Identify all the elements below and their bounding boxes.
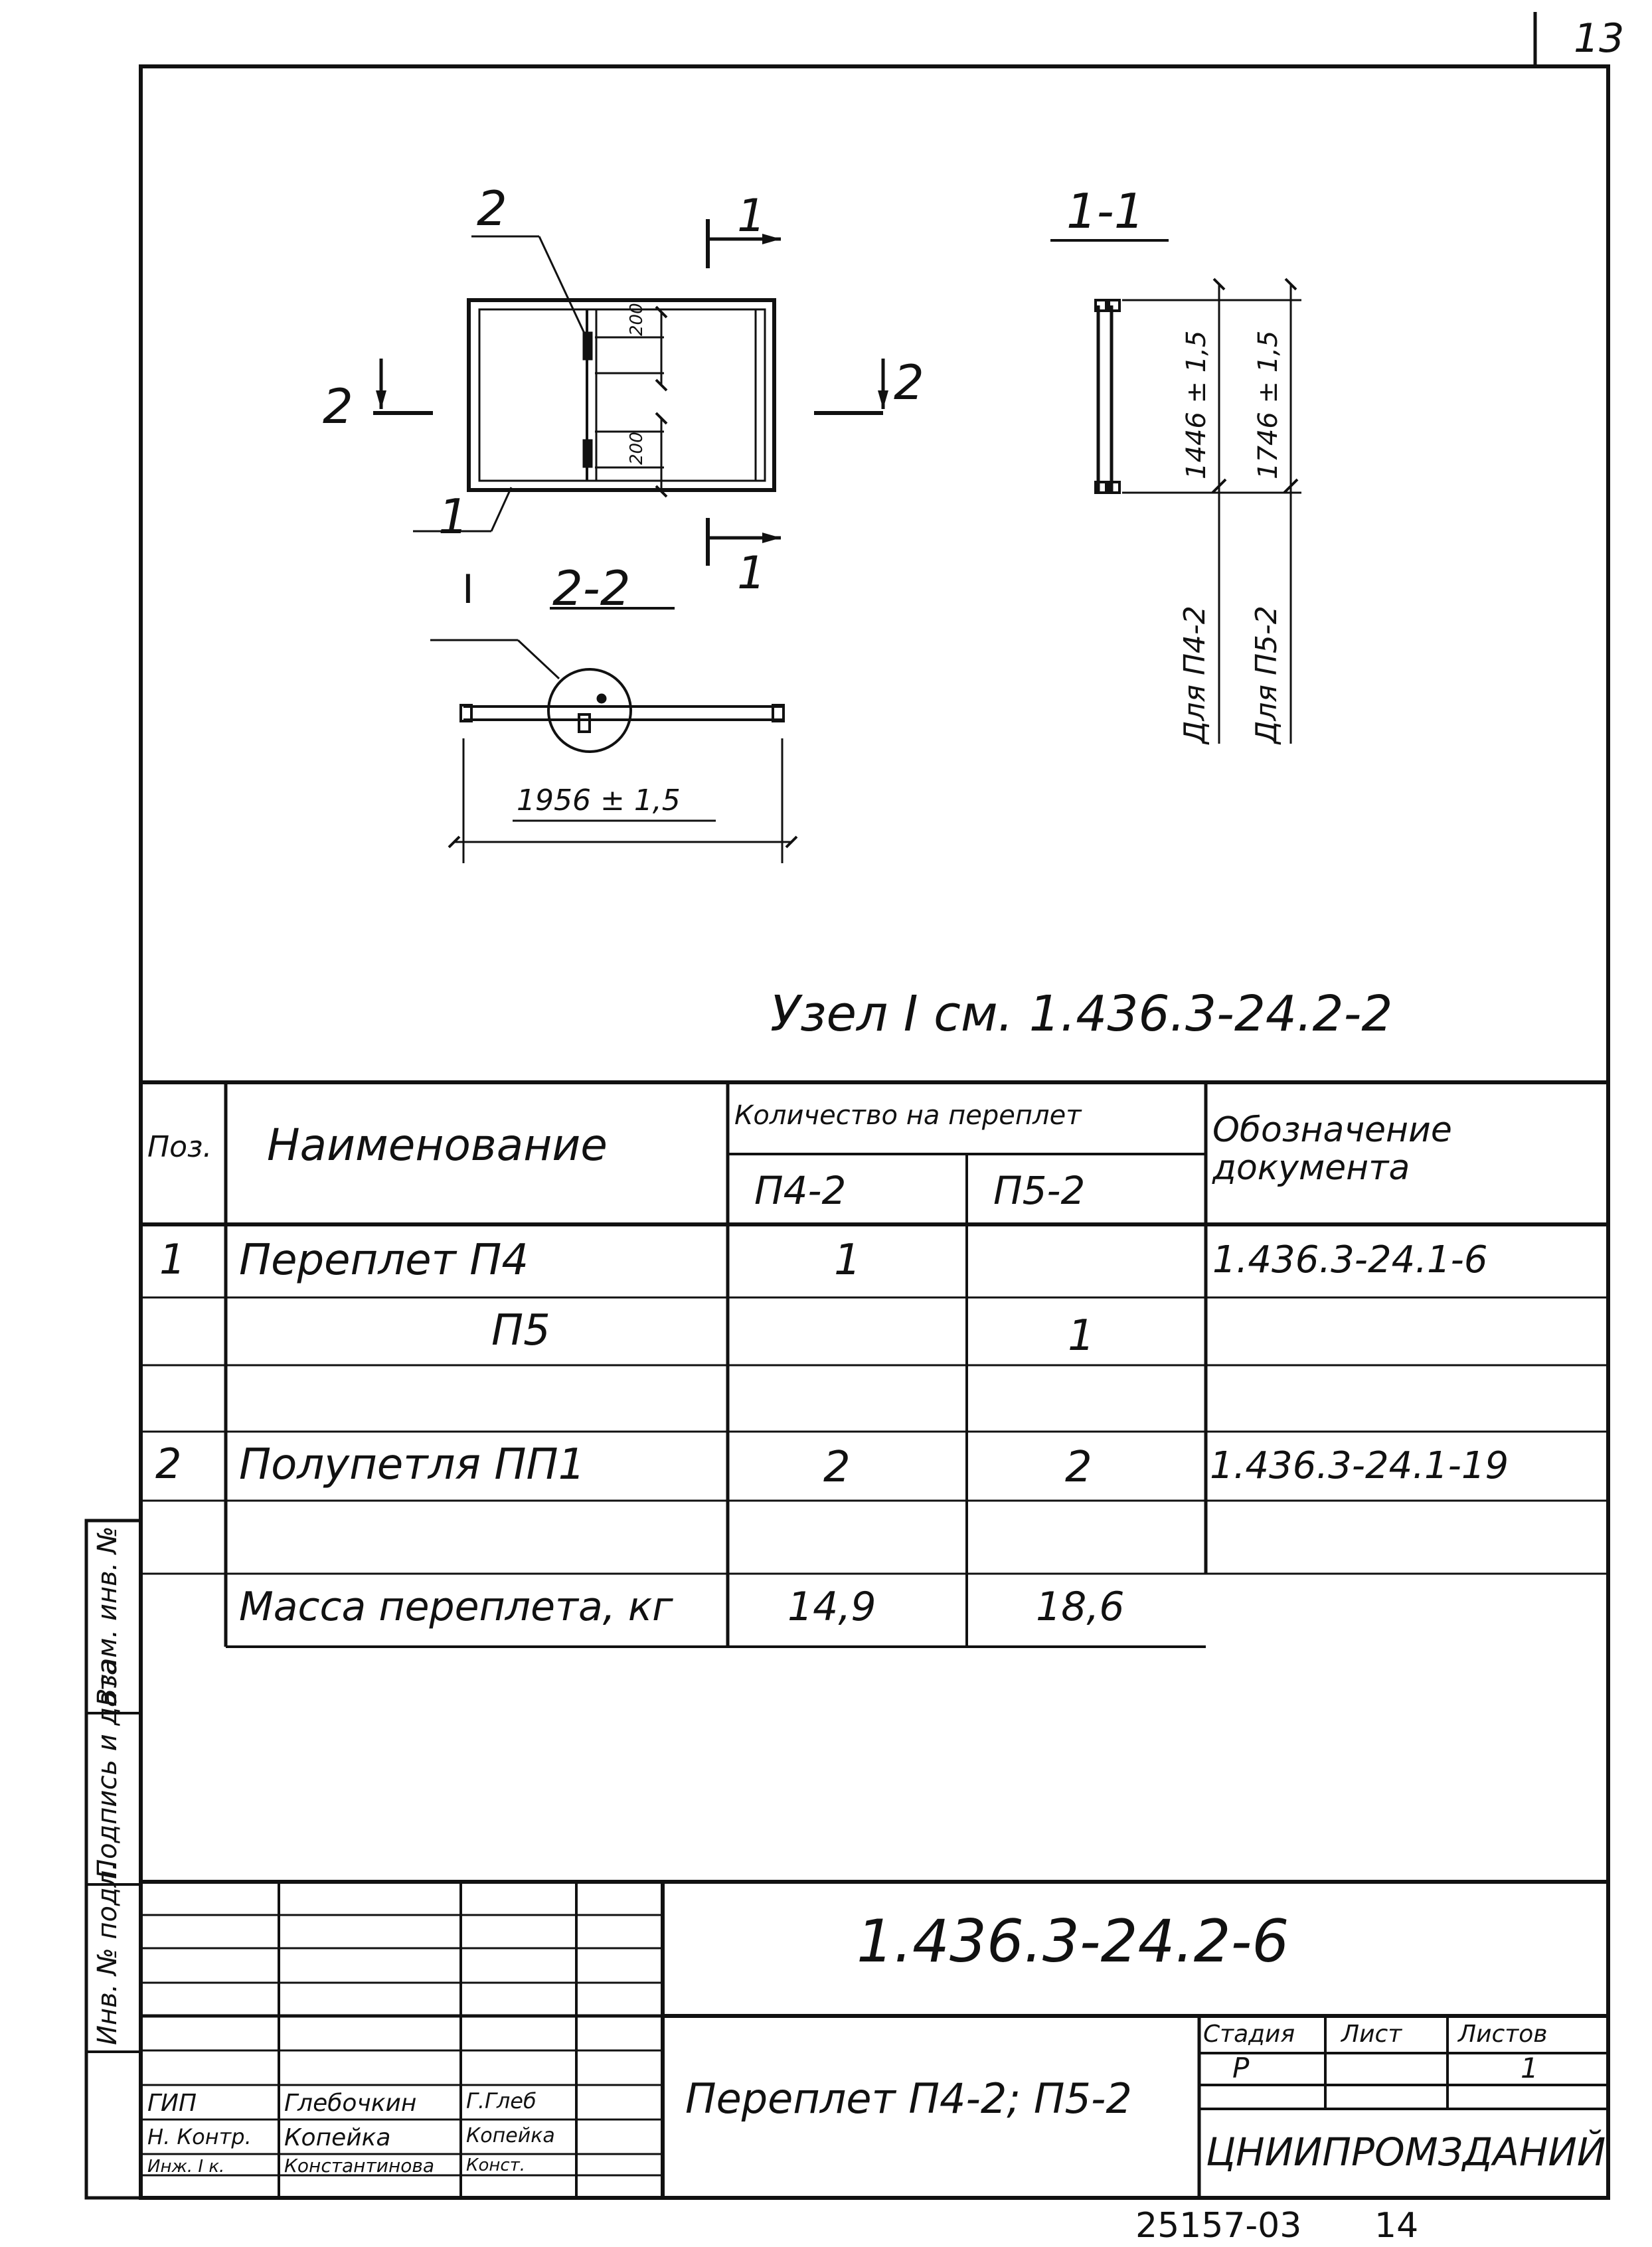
cut-2-left-label: 2: [323, 378, 353, 434]
doc-code: 1.436.3-24.2-6: [857, 1907, 1289, 1975]
hdr-qty-p4: П4-2: [754, 1168, 847, 1213]
pos-2-callout: 2: [477, 181, 507, 236]
role-gip: ГИП: [147, 2090, 197, 2117]
label-for-p5: Для П5-2: [1250, 606, 1283, 744]
sheet-number: 13: [1574, 15, 1625, 62]
cut-2-right-label: 2: [894, 355, 924, 410]
stage-label: Стадия: [1203, 2021, 1295, 2048]
dim-height-p4: 1446 ± 1,5: [1181, 330, 1212, 479]
sign-nkontr: Копейка: [466, 2124, 555, 2147]
node-mark: I: [462, 566, 474, 613]
cut-1-top-label: 1: [737, 190, 766, 242]
bottom-page: 14: [1374, 2206, 1419, 2246]
row4-doc: 1.436.3-24.1-19: [1210, 1444, 1509, 1487]
row1-name: Переплет П4: [239, 1236, 529, 1285]
dim-width: 1956 ± 1,5: [517, 784, 681, 817]
drawing-title: Переплет П4-2; П5-2: [685, 2074, 1132, 2123]
sheets-label: Листов: [1458, 2021, 1548, 2048]
bottom-code: 25157-03: [1135, 2206, 1302, 2246]
dim-height-p5: 1746 ± 1,5: [1253, 330, 1283, 479]
dim-200-upper: 200: [627, 303, 647, 336]
hdr-qty-p5: П5-2: [993, 1168, 1086, 1213]
name-inzh: Константинова: [284, 2155, 435, 2177]
name-nkontr: Копейка: [284, 2124, 391, 2151]
dim-200-lower: 200: [627, 432, 647, 465]
sheet-label: Лист: [1341, 2021, 1402, 2048]
row1-p4: 1: [834, 1236, 861, 1285]
node-note: Узел I см. 1.436.3-24.2-2: [770, 985, 1393, 1042]
organization: ЦНИИПРОМЗДАНИЙ: [1206, 2129, 1606, 2175]
section-2-2-title: 2-2: [552, 560, 631, 616]
stamp-vzam: Взам. инв. №: [92, 1526, 123, 1706]
row1-doc: 1.436.3-24.1-6: [1212, 1238, 1488, 1282]
stamp-podpis: Подпись и дата: [92, 1659, 123, 1879]
sheets-value: 1: [1521, 2052, 1538, 2084]
stage-value: Р: [1232, 2052, 1250, 2084]
hdr-pos: Поз.: [147, 1130, 212, 1164]
pos-1-callout: 1: [438, 489, 469, 544]
row4-p4: 2: [823, 1443, 851, 1492]
role-nkontr: Н. Контр.: [147, 2124, 252, 2149]
row1-pos: 1: [159, 1235, 186, 1284]
section-1-1-title: 1-1: [1066, 183, 1145, 239]
hdr-name: Наименование: [267, 1120, 608, 1171]
section-2-2-view: [430, 608, 791, 863]
cut-1-bottom-label: 1: [737, 547, 766, 600]
row4-name: Полупетля ПП1: [239, 1440, 586, 1489]
row4-pos: 2: [155, 1440, 182, 1488]
label-for-p4: Для П4-2: [1178, 606, 1212, 744]
row6-name: Масса переплета, кг: [239, 1584, 673, 1630]
name-gip: Глебочкин: [284, 2090, 417, 2117]
sign-gip: Г.Глеб: [466, 2088, 537, 2114]
row4-p5: 2: [1065, 1443, 1092, 1492]
row2-name: П5: [491, 1306, 550, 1355]
role-inzh: Инж. I к.: [147, 2157, 225, 2177]
row2-p5: 1: [1068, 1311, 1095, 1361]
hdr-doc: Обозначение документа: [1212, 1110, 1452, 1189]
stamp-inv-podl: Инв. № подл.: [92, 1862, 123, 2045]
row6-p4: 14,9: [787, 1584, 876, 1630]
hdr-qty: Количество на переплет: [734, 1100, 1082, 1131]
sign-inzh: Конст.: [466, 2155, 526, 2175]
row6-p5: 18,6: [1036, 1584, 1125, 1630]
